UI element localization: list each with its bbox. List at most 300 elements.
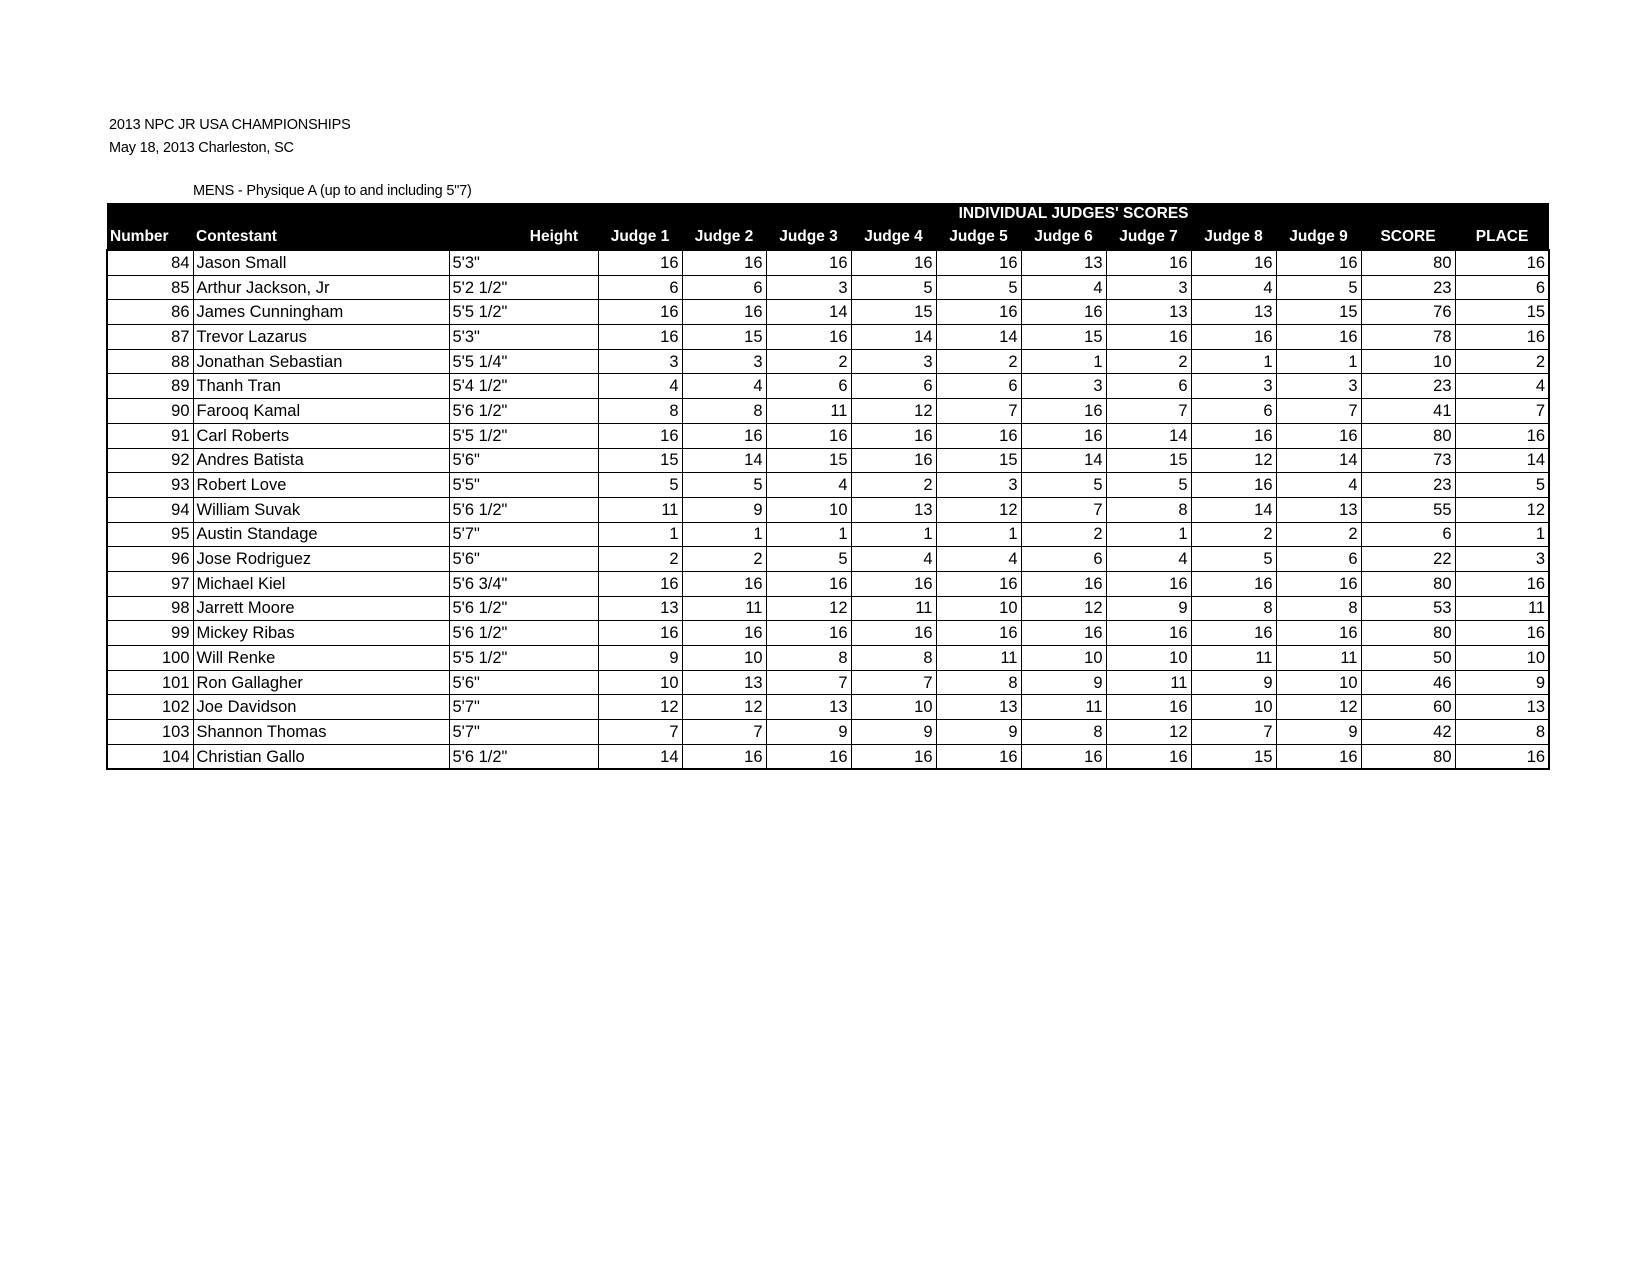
judge-8-cell: 16 (1191, 250, 1276, 275)
score-cell: 80 (1361, 621, 1455, 646)
height-cell: 5'5 1/2" (449, 646, 598, 671)
judge-9-cell: 16 (1276, 571, 1361, 596)
judge-1-cell: 16 (598, 423, 682, 448)
judge-7-cell: 3 (1106, 275, 1191, 300)
height-cell: 5'6 1/2" (449, 744, 598, 769)
table-row (107, 670, 1549, 695)
contestant-cell: Christian Gallo (193, 744, 449, 769)
place-cell: 2 (1455, 349, 1549, 374)
contestant-cell: Mickey Ribas (193, 621, 449, 646)
place-cell: 14 (1455, 448, 1549, 473)
judge-6-cell: 16 (1021, 744, 1106, 769)
judge-9-cell: 13 (1276, 497, 1361, 522)
contestant-cell: Robert Love (193, 473, 449, 498)
judge-3-cell: 16 (766, 423, 851, 448)
judge-1-cell: 6 (598, 275, 682, 300)
judge-1-cell: 3 (598, 349, 682, 374)
score-cell: 60 (1361, 695, 1455, 720)
place-cell: 16 (1455, 621, 1549, 646)
judge-4-header: Judge 4 (851, 225, 936, 250)
judge-9-cell: 8 (1276, 596, 1361, 621)
judge-8-header: Judge 8 (1191, 225, 1276, 250)
judge-4-cell: 1 (851, 522, 936, 547)
judge-3-cell: 12 (766, 596, 851, 621)
table-body (107, 250, 1549, 769)
judge-6-cell: 16 (1021, 621, 1106, 646)
judge-2-cell: 3 (682, 349, 766, 374)
judge-7-cell: 14 (1106, 423, 1191, 448)
judge-2-cell: 2 (682, 547, 766, 572)
judge-7-cell: 8 (1106, 497, 1191, 522)
table-row (107, 275, 1549, 300)
judge-2-cell: 4 (682, 374, 766, 399)
judge-3-cell: 5 (766, 547, 851, 572)
judge-9-cell: 16 (1276, 325, 1361, 350)
judge-7-cell: 12 (1106, 720, 1191, 745)
judge-9-cell: 5 (1276, 275, 1361, 300)
contestant-cell: Jason Small (193, 250, 449, 275)
event-date-location: May 18, 2013 Charleston, SC (109, 140, 294, 156)
place-cell: 12 (1455, 497, 1549, 522)
judge-9-cell: 11 (1276, 646, 1361, 671)
judge-6-cell: 14 (1021, 448, 1106, 473)
judge-4-cell: 16 (851, 250, 936, 275)
place-cell: 3 (1455, 547, 1549, 572)
judge-8-cell: 15 (1191, 744, 1276, 769)
judge-5-cell: 5 (936, 275, 1021, 300)
judge-7-cell: 10 (1106, 646, 1191, 671)
height-cell: 5'4 1/2" (449, 374, 598, 399)
judge-9-cell: 16 (1276, 744, 1361, 769)
judge-2-cell: 6 (682, 275, 766, 300)
place-cell: 16 (1455, 250, 1549, 275)
judge-9-cell: 16 (1276, 250, 1361, 275)
judge-1-cell: 11 (598, 497, 682, 522)
place-cell: 11 (1455, 596, 1549, 621)
judge-8-cell: 13 (1191, 300, 1276, 325)
judge-1-cell: 16 (598, 571, 682, 596)
judge-5-cell: 8 (936, 670, 1021, 695)
contestant-cell: William Suvak (193, 497, 449, 522)
height-cell: 5'5" (449, 473, 598, 498)
judge-3-cell: 13 (766, 695, 851, 720)
judge-6-cell: 5 (1021, 473, 1106, 498)
judge-7-cell: 1 (1106, 522, 1191, 547)
judge-2-cell: 1 (682, 522, 766, 547)
judge-3-cell: 8 (766, 646, 851, 671)
judge-3-cell: 11 (766, 399, 851, 424)
place-cell: 15 (1455, 300, 1549, 325)
judge-1-cell: 16 (598, 300, 682, 325)
judge-4-cell: 10 (851, 695, 936, 720)
place-cell: 10 (1455, 646, 1549, 671)
contestant-cell: Joe Davidson (193, 695, 449, 720)
judge-1-header: Judge 1 (598, 225, 682, 250)
table-row (107, 349, 1549, 374)
height-cell: 5'6" (449, 547, 598, 572)
scores-table (106, 203, 1550, 770)
score-cell: 73 (1361, 448, 1455, 473)
judge-1-cell: 16 (598, 250, 682, 275)
judge-3-cell: 4 (766, 473, 851, 498)
judge-7-cell: 15 (1106, 448, 1191, 473)
judge-3-cell: 3 (766, 275, 851, 300)
score-cell: 46 (1361, 670, 1455, 695)
place-cell: 8 (1455, 720, 1549, 745)
judge-9-cell: 15 (1276, 300, 1361, 325)
judge-4-cell: 13 (851, 497, 936, 522)
contestant-cell: Thanh Tran (193, 374, 449, 399)
judge-3-header: Judge 3 (766, 225, 851, 250)
judge-8-cell: 5 (1191, 547, 1276, 572)
height-header: Height (449, 225, 598, 250)
judge-7-header: Judge 7 (1106, 225, 1191, 250)
judge-1-cell: 10 (598, 670, 682, 695)
judge-5-cell: 9 (936, 720, 1021, 745)
place-cell: 16 (1455, 325, 1549, 350)
score-cell: 22 (1361, 547, 1455, 572)
judge-9-cell: 10 (1276, 670, 1361, 695)
judge-8-cell: 7 (1191, 720, 1276, 745)
judge-9-cell: 12 (1276, 695, 1361, 720)
judge-1-cell: 12 (598, 695, 682, 720)
contestant-cell: Jarrett Moore (193, 596, 449, 621)
table-row (107, 547, 1549, 572)
judge-7-cell: 16 (1106, 571, 1191, 596)
table-row (107, 522, 1549, 547)
judge-6-cell: 16 (1021, 399, 1106, 424)
height-cell: 5'5 1/2" (449, 300, 598, 325)
judge-5-cell: 11 (936, 646, 1021, 671)
judge-1-cell: 8 (598, 399, 682, 424)
judge-8-cell: 14 (1191, 497, 1276, 522)
contestant-cell: Carl Roberts (193, 423, 449, 448)
judge-4-cell: 5 (851, 275, 936, 300)
judge-4-cell: 4 (851, 547, 936, 572)
judge-5-cell: 4 (936, 547, 1021, 572)
judge-9-cell: 6 (1276, 547, 1361, 572)
contestant-cell: Shannon Thomas (193, 720, 449, 745)
table-row (107, 325, 1549, 350)
score-cell: 80 (1361, 423, 1455, 448)
score-cell: 80 (1361, 744, 1455, 769)
judge-1-cell: 15 (598, 448, 682, 473)
height-cell: 5'5 1/4" (449, 349, 598, 374)
judge-7-cell: 5 (1106, 473, 1191, 498)
height-cell: 5'6" (449, 670, 598, 695)
judge-9-cell: 4 (1276, 473, 1361, 498)
place-cell: 6 (1455, 275, 1549, 300)
judge-5-cell: 12 (936, 497, 1021, 522)
judge-7-cell: 11 (1106, 670, 1191, 695)
judge-3-cell: 2 (766, 349, 851, 374)
column-header-row (107, 225, 1549, 250)
judge-1-cell: 16 (598, 325, 682, 350)
judge-3-cell: 6 (766, 374, 851, 399)
judge-7-cell: 6 (1106, 374, 1191, 399)
height-cell: 5'5 1/2" (449, 423, 598, 448)
judge-8-cell: 16 (1191, 473, 1276, 498)
judge-1-cell: 1 (598, 522, 682, 547)
judge-8-cell: 16 (1191, 423, 1276, 448)
contestant-cell: Will Renke (193, 646, 449, 671)
judge-2-cell: 16 (682, 300, 766, 325)
judge-7-cell: 9 (1106, 596, 1191, 621)
judge-8-cell: 3 (1191, 374, 1276, 399)
judge-2-cell: 10 (682, 646, 766, 671)
judge-6-cell: 12 (1021, 596, 1106, 621)
table-row (107, 646, 1549, 671)
height-cell: 5'7" (449, 522, 598, 547)
number-cell: 103 (107, 720, 193, 745)
judge-4-cell: 8 (851, 646, 936, 671)
place-cell: 16 (1455, 744, 1549, 769)
judge-6-cell: 1 (1021, 349, 1106, 374)
judge-4-cell: 6 (851, 374, 936, 399)
judge-7-cell: 13 (1106, 300, 1191, 325)
table-row (107, 473, 1549, 498)
column-group-header-row (107, 203, 1549, 225)
number-cell: 87 (107, 325, 193, 350)
judge-5-cell: 15 (936, 448, 1021, 473)
place-cell: 5 (1455, 473, 1549, 498)
judge-9-cell: 9 (1276, 720, 1361, 745)
judge-6-cell: 11 (1021, 695, 1106, 720)
judge-4-cell: 16 (851, 744, 936, 769)
judge-8-cell: 8 (1191, 596, 1276, 621)
number-cell: 90 (107, 399, 193, 424)
judge-9-cell: 14 (1276, 448, 1361, 473)
judge-2-cell: 11 (682, 596, 766, 621)
judge-1-cell: 5 (598, 473, 682, 498)
judge-4-cell: 16 (851, 423, 936, 448)
contestant-cell: Andres Batista (193, 448, 449, 473)
place-cell: 13 (1455, 695, 1549, 720)
judge-9-header: Judge 9 (1276, 225, 1361, 250)
number-cell: 97 (107, 571, 193, 596)
place-cell: 16 (1455, 423, 1549, 448)
number-cell: 94 (107, 497, 193, 522)
table-row (107, 300, 1549, 325)
judge-6-cell: 10 (1021, 646, 1106, 671)
judge-6-cell: 16 (1021, 423, 1106, 448)
contestant-cell: Jonathan Sebastian (193, 349, 449, 374)
contestant-cell: Jose Rodriguez (193, 547, 449, 572)
judge-1-cell: 16 (598, 621, 682, 646)
score-cell: 41 (1361, 399, 1455, 424)
number-cell: 85 (107, 275, 193, 300)
number-cell: 100 (107, 646, 193, 671)
height-cell: 5'6 1/2" (449, 621, 598, 646)
judge-3-cell: 16 (766, 250, 851, 275)
number-cell: 89 (107, 374, 193, 399)
judge-6-cell: 16 (1021, 300, 1106, 325)
score-header: SCORE (1361, 225, 1455, 250)
table-row (107, 423, 1549, 448)
table-row (107, 621, 1549, 646)
judge-2-cell: 13 (682, 670, 766, 695)
number-cell: 84 (107, 250, 193, 275)
judge-3-cell: 16 (766, 621, 851, 646)
judge-6-cell: 13 (1021, 250, 1106, 275)
number-cell: 102 (107, 695, 193, 720)
place-cell: 1 (1455, 522, 1549, 547)
number-cell: 95 (107, 522, 193, 547)
score-cell: 53 (1361, 596, 1455, 621)
judge-4-cell: 16 (851, 448, 936, 473)
judge-2-cell: 9 (682, 497, 766, 522)
judge-7-cell: 16 (1106, 250, 1191, 275)
score-cell: 78 (1361, 325, 1455, 350)
judge-5-cell: 16 (936, 250, 1021, 275)
judge-5-cell: 16 (936, 571, 1021, 596)
judge-2-cell: 5 (682, 473, 766, 498)
judge-2-cell: 7 (682, 720, 766, 745)
judge-5-cell: 14 (936, 325, 1021, 350)
judge-5-header: Judge 5 (936, 225, 1021, 250)
judge-8-cell: 10 (1191, 695, 1276, 720)
place-header: PLACE (1455, 225, 1549, 250)
judge-2-cell: 16 (682, 621, 766, 646)
judge-2-cell: 14 (682, 448, 766, 473)
number-cell: 104 (107, 744, 193, 769)
height-cell: 5'6" (449, 448, 598, 473)
judge-6-cell: 4 (1021, 275, 1106, 300)
judge-8-cell: 16 (1191, 325, 1276, 350)
judge-1-cell: 4 (598, 374, 682, 399)
judge-5-cell: 1 (936, 522, 1021, 547)
judge-4-cell: 12 (851, 399, 936, 424)
judge-8-cell: 2 (1191, 522, 1276, 547)
judge-2-cell: 15 (682, 325, 766, 350)
judge-2-cell: 16 (682, 423, 766, 448)
number-cell: 92 (107, 448, 193, 473)
judge-7-cell: 16 (1106, 621, 1191, 646)
judge-8-cell: 6 (1191, 399, 1276, 424)
judge-8-cell: 9 (1191, 670, 1276, 695)
score-cell: 76 (1361, 300, 1455, 325)
judge-8-cell: 11 (1191, 646, 1276, 671)
judge-3-cell: 15 (766, 448, 851, 473)
contestant-cell: Austin Standage (193, 522, 449, 547)
height-cell: 5'3" (449, 325, 598, 350)
height-cell: 5'7" (449, 720, 598, 745)
judge-4-cell: 16 (851, 621, 936, 646)
table-row (107, 250, 1549, 275)
judge-5-cell: 16 (936, 744, 1021, 769)
contestant-cell: Trevor Lazarus (193, 325, 449, 350)
height-cell: 5'6 3/4" (449, 571, 598, 596)
judge-3-cell: 7 (766, 670, 851, 695)
judge-4-cell: 16 (851, 571, 936, 596)
score-cell: 42 (1361, 720, 1455, 745)
height-cell: 5'2 1/2" (449, 275, 598, 300)
judge-9-cell: 1 (1276, 349, 1361, 374)
judge-3-cell: 1 (766, 522, 851, 547)
number-cell: 96 (107, 547, 193, 572)
judge-2-cell: 8 (682, 399, 766, 424)
judge-5-cell: 16 (936, 621, 1021, 646)
place-cell: 16 (1455, 571, 1549, 596)
judge-8-cell: 1 (1191, 349, 1276, 374)
number-header: Number (107, 225, 193, 250)
judge-6-cell: 2 (1021, 522, 1106, 547)
judge-5-cell: 3 (936, 473, 1021, 498)
contestant-cell: James Cunningham (193, 300, 449, 325)
judge-4-cell: 14 (851, 325, 936, 350)
judges-scores-group-header: INDIVIDUAL JUDGES' SCORES (598, 203, 1549, 225)
place-cell: 7 (1455, 399, 1549, 424)
score-cell: 23 (1361, 473, 1455, 498)
judge-3-cell: 10 (766, 497, 851, 522)
judge-3-cell: 9 (766, 720, 851, 745)
table-row (107, 448, 1549, 473)
judge-1-cell: 7 (598, 720, 682, 745)
judge-5-cell: 2 (936, 349, 1021, 374)
contestant-header: Contestant (193, 225, 449, 250)
score-cell: 6 (1361, 522, 1455, 547)
judge-6-cell: 8 (1021, 720, 1106, 745)
judge-4-cell: 3 (851, 349, 936, 374)
judge-5-cell: 16 (936, 300, 1021, 325)
number-cell: 99 (107, 621, 193, 646)
number-cell: 88 (107, 349, 193, 374)
height-cell: 5'7" (449, 695, 598, 720)
judge-4-cell: 2 (851, 473, 936, 498)
judge-1-cell: 13 (598, 596, 682, 621)
table-row (107, 399, 1549, 424)
judge-7-cell: 7 (1106, 399, 1191, 424)
judge-1-cell: 14 (598, 744, 682, 769)
table-row (107, 497, 1549, 522)
judge-4-cell: 11 (851, 596, 936, 621)
judge-1-cell: 9 (598, 646, 682, 671)
division-title: MENS - Physique A (up to and including 5"7) (193, 183, 472, 199)
judge-7-cell: 4 (1106, 547, 1191, 572)
place-cell: 9 (1455, 670, 1549, 695)
score-cell: 23 (1361, 275, 1455, 300)
judge-1-cell: 2 (598, 547, 682, 572)
judge-3-cell: 16 (766, 744, 851, 769)
number-cell: 91 (107, 423, 193, 448)
score-cell: 80 (1361, 571, 1455, 596)
judge-5-cell: 16 (936, 423, 1021, 448)
judge-9-cell: 16 (1276, 423, 1361, 448)
table-row (107, 571, 1549, 596)
number-cell: 93 (107, 473, 193, 498)
table-row (107, 374, 1549, 399)
table-row (107, 744, 1549, 769)
place-cell: 4 (1455, 374, 1549, 399)
judge-2-cell: 16 (682, 744, 766, 769)
judge-7-cell: 16 (1106, 695, 1191, 720)
table-row (107, 720, 1549, 745)
number-cell: 98 (107, 596, 193, 621)
height-cell: 5'3" (449, 250, 598, 275)
judge-6-cell: 3 (1021, 374, 1106, 399)
height-cell: 5'6 1/2" (449, 399, 598, 424)
contestant-cell: Arthur Jackson, Jr (193, 275, 449, 300)
judge-2-header: Judge 2 (682, 225, 766, 250)
score-cell: 50 (1361, 646, 1455, 671)
table-row (107, 695, 1549, 720)
judge-9-cell: 7 (1276, 399, 1361, 424)
height-cell: 5'6 1/2" (449, 497, 598, 522)
judge-4-cell: 15 (851, 300, 936, 325)
judge-9-cell: 16 (1276, 621, 1361, 646)
judge-4-cell: 7 (851, 670, 936, 695)
judge-9-cell: 2 (1276, 522, 1361, 547)
